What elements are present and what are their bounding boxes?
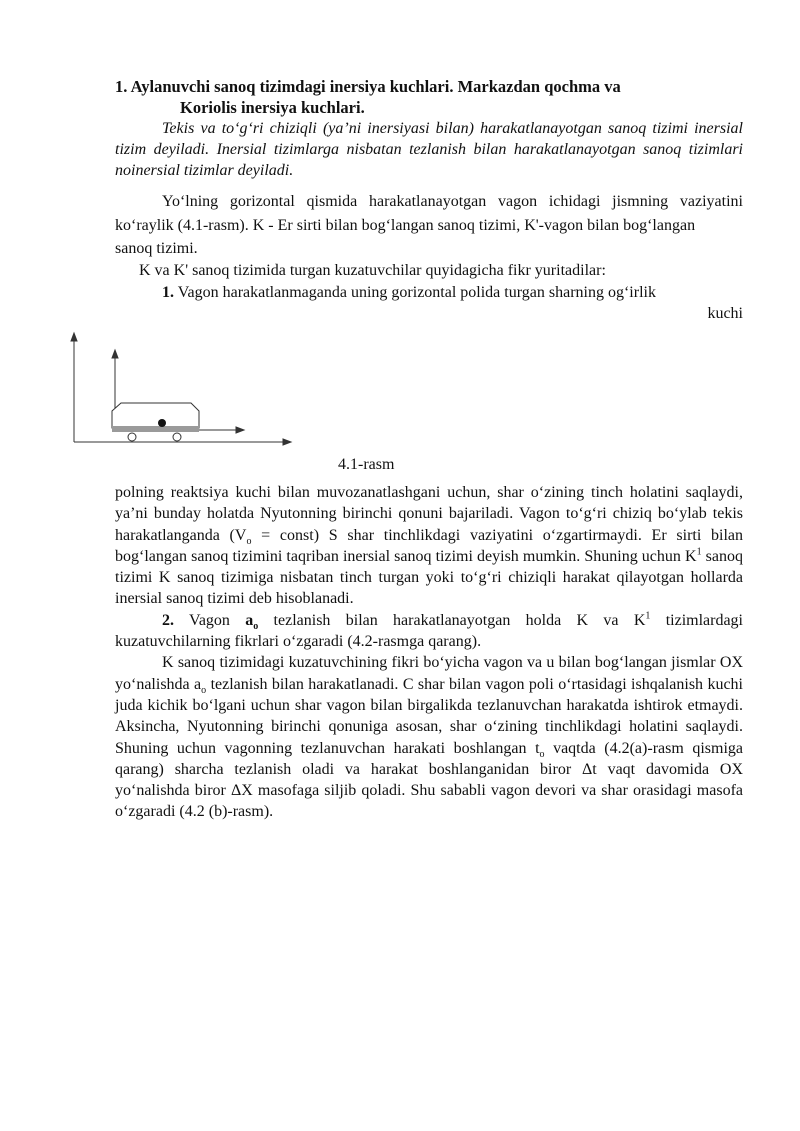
figure-k1-x-arrow	[236, 427, 244, 433]
list-item-2-number: 2.	[162, 611, 174, 629]
paragraph-observers: K va K' sanoq tizimida turgan kuzatuvchilar quyidagicha fikr yuritadilar:	[139, 262, 606, 279]
paragraph-equilibrium-b: = const) S shar tinchlikdagi vaziyatini o‘zgartirmaydi. Er sirti bilan bog‘langan sanoq tizimini taqriban inersial sanoq tizimi deyish mumkin. Shuning uchun K	[115, 526, 744, 565]
superscript: 1	[696, 546, 702, 558]
paragraph-observer-k	[115, 652, 743, 822]
heading-line-1: 1. Aylanuvchi sanoq tizimdagi inersiya kuchlari. Markazdan qochma va	[115, 77, 621, 96]
list-item-2-b: tezlanish bilan harakatlanayotgan holda K va K	[258, 611, 646, 629]
figure-wagon-floor	[112, 426, 199, 432]
subscript: o	[246, 535, 252, 547]
list-item-2-c: tizimlardagi kuzatuvchilarning fikrlari o‘zgaradi (4.2-rasmga qarang).	[115, 611, 743, 651]
paragraph-equilibrium	[115, 482, 743, 610]
subscript: o	[201, 684, 207, 696]
intro-definition: Tekis va to‘g‘ri chiziqli (ya’ni inersiyasi bilan) harakatlanayotgan sanoq tizimi inersial tizim deyiladi. Inersial tizimlarga nisbatan tezlanish bilan harakatlanayotgan sanoq tizimlari noinersial tizimlar deyiladi.	[115, 120, 743, 179]
list-item-2-a: Vagon	[174, 611, 246, 629]
superscript: 1	[645, 610, 651, 622]
paragraph-observer-k-c: vaqtda (4.2(a)-rasm qismiga qarang) sharcha tezlanish oladi va harakat boshlanganidan biror Δt vaqt davomida OX yo‘nalishda biror ΔX masofaga siljib qoladi. Shu sababli vagon devori va shar orasidagi masofa o‘zgaradi (4.2 (b)-rasm).	[115, 739, 744, 821]
figure-wheel-right	[173, 433, 181, 441]
figure-ball	[158, 419, 166, 427]
document-body-continued	[115, 482, 743, 823]
paragraph-equilibrium-c: sanoq tizimi K sanoq tizimiga nisbatan tinch turgan yoki to‘g‘ri chiziqli harakat qilayotgan hollarda inersial sanoq tizimi deb hisoblanadi.	[115, 547, 743, 608]
figure-k-x-arrow	[283, 439, 291, 445]
list-item-2	[115, 610, 743, 653]
acceleration-subscript: o	[253, 620, 259, 632]
list-item-1-word: kuchi	[707, 305, 743, 322]
figure-k1-y-arrow	[112, 350, 118, 358]
paragraph-observer-k-a: K sanoq tizimidagi kuzatuvchining fikri bo‘yicha vagon va u bilan bog‘langan jismlar OX yo‘nalishda a	[115, 654, 743, 693]
figure-wheel-left	[128, 433, 136, 441]
paragraph-observer-k-b: tezlanish bilan harakatlanadi. C shar bilan vagon poli o‘rtasidagi ishqalanish kuchi juda kichik bo‘lgani uchun shar vagon bilan birgalikda tezlanuvchan harakatda ishtirok etmaydi. Aksincha, Nyutonning birinchi qonuniga asosan, shar o‘zining tinchlikdagi holatini saqlaydi. Shuning uchun vagonning tezlanuvchan harakati boshlangan t	[115, 675, 744, 757]
heading-line-2: Koriolis inersiya kuchlari.	[180, 98, 365, 117]
wagon-figure	[65, 325, 295, 450]
section-heading	[115, 76, 743, 118]
list-item-1	[115, 282, 743, 304]
figure-wagon-body	[112, 403, 199, 428]
subscript: o	[539, 748, 545, 760]
figure-caption: 4.1-rasm	[338, 456, 395, 473]
paragraph-wagon	[115, 190, 743, 238]
list-item-1-text: Vagon harakatlanmaganda uning gorizontal polida turgan sharning og‘irlik	[177, 284, 656, 301]
acceleration-symbol: a	[245, 611, 254, 629]
figure-k-y-arrow	[71, 333, 77, 341]
list-item-1-number: 1.	[162, 284, 174, 301]
paragraph-wagon-tail: sanoq tizimi.	[115, 240, 198, 257]
document-page	[115, 76, 743, 324]
paragraph-wagon-text: Yo‘lning gorizontal qismida harakatlanayotgan vagon ichidagi jismning vaziyatini ko‘raylik (4.1-rasm). K - Er sirti bilan bog‘langan sanoq tizimi, K'-vagon bilan bog‘langan	[115, 193, 743, 234]
paragraph-equilibrium-a: polning reaktsiya kuchi bilan muvozanatlashgani uchun, shar o‘zining tinch holatini saqlaydi, ya’ni bunday holatda Nyutonning birinchi qonuni bajariladi. Vagon to‘g‘ri chiziq bo‘ylab tekis harakatlanganda (V	[115, 484, 743, 544]
